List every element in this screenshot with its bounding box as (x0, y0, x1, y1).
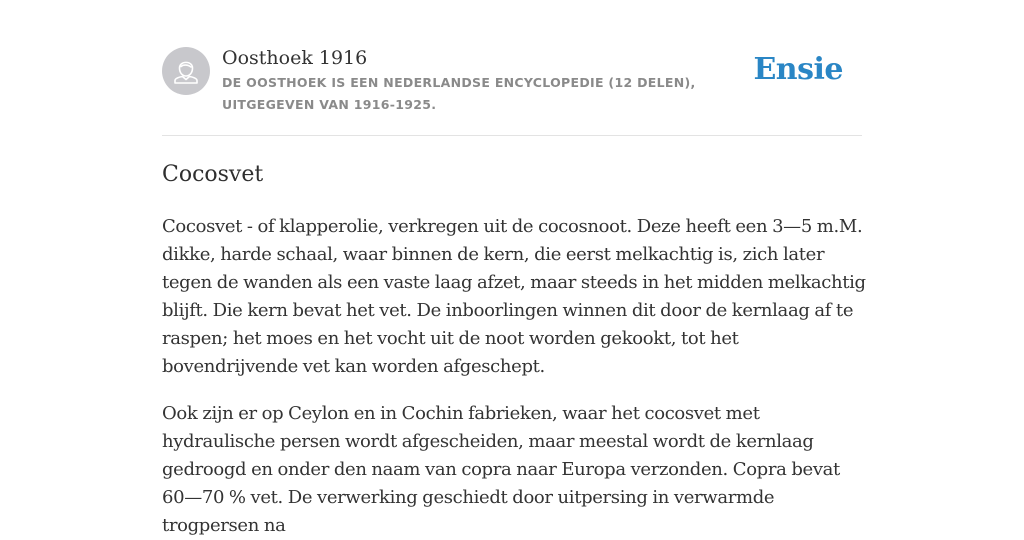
article-paragraph: Ook zijn er op Ceylon en in Cochin fabrieken, waar het cocosvet met hydraulische persen wordt afgescheiden, maar meestal wordt de kernlaag gedroogd en onder den naam van copra naar Europa verzonden. Copra bevat 60—70 % vet. De verwerking geschiedt door uitpersing in verwarmde trogpersen na (162, 403, 840, 536)
article (162, 158, 866, 540)
article-title: Cocosvet (162, 162, 264, 187)
brand-logo[interactable]: Ensie (753, 52, 843, 87)
source-header (162, 46, 862, 136)
article-paragraph: Cocosvet - of klapperolie, verkregen uit de cocosnoot. Deze heeft een 3—5 m.M. dikke, harde schaal, waar binnen de kern, die eerst melkachtig is, zich later tegen de wanden als een vaste laag afzet, maar steeds in het midden melkachtig blijft. Die kern bevat het vet. De inboorlingen winnen dit door de kernlaag af te raspen; het moes en het vocht uit de noot worden gekookt, tot het bovendrijvende vet kan worden afgeschept. (162, 216, 866, 377)
source-name[interactable]: Oosthoek 1916 (222, 47, 368, 69)
source-avatar[interactable] (162, 47, 210, 95)
source-description: DE OOSTHOEK IS EEN NEDERLANDSE ENCYCLOPEDIE (12 DELEN), UITGEGEVEN VAN 1916-1925. (222, 75, 696, 112)
user-icon (162, 47, 210, 95)
